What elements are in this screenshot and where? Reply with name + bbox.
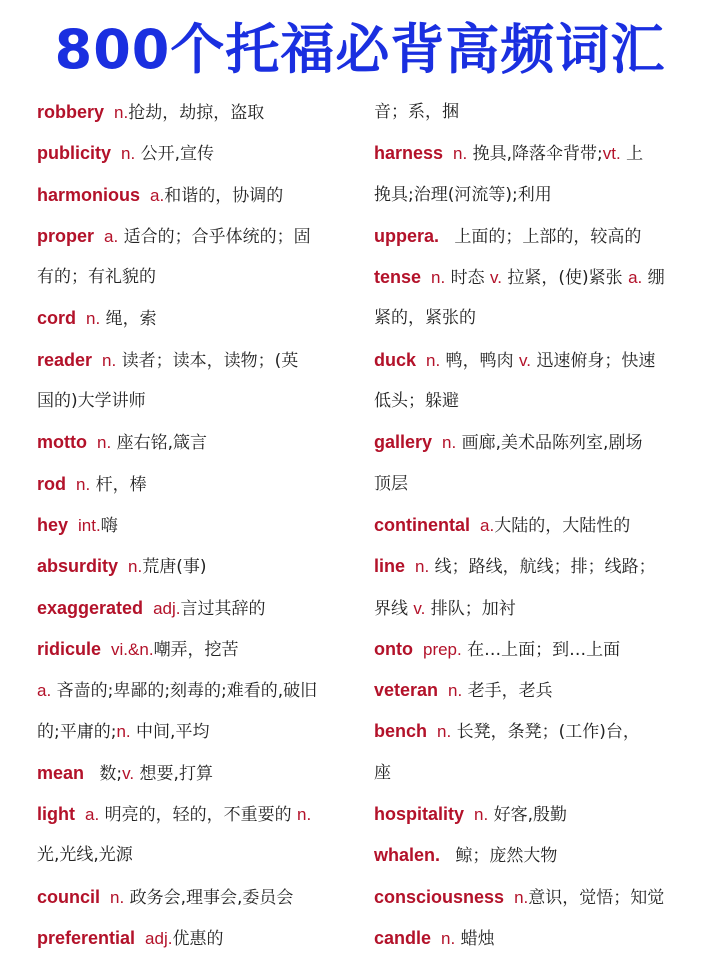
vocab-line [374,588,692,629]
definition: 拉紧，(使)紧张 [502,268,629,289]
vocab-word: robbery [37,102,105,122]
vocab-line [37,753,357,794]
vocab-line [37,92,357,133]
left-column [37,92,357,959]
part-of-speech: adj. [153,598,181,618]
vocab-line [374,918,692,959]
vocab-line [37,546,357,587]
page-title: 800个托福必背高频词汇 [54,17,666,81]
vocab-line [374,505,692,546]
vocab-line [37,670,357,711]
vocab-word: exaggerated [37,597,144,618]
definition: 公开,宣传 [135,144,215,165]
vocab-line [374,670,692,711]
vocab-word: harness [374,143,444,164]
vocab-word: onto [374,638,413,659]
vocab-line [37,505,357,546]
vocab-word: veteran [374,680,439,701]
definition: 绷 [642,268,665,289]
definition: 国的)大学讲师 [37,391,146,412]
definition: 挽具;治理(河流等);利用 [374,184,552,205]
part-of-speech: v. [490,268,502,288]
part-of-speech: v. [519,350,531,370]
definition: 大陆的，大陆性的 [494,515,631,536]
vocab-line [374,340,692,381]
vocab-word: motto [37,432,87,453]
vocab-word: bench [374,721,428,742]
vocab-line [374,381,692,422]
part-of-speech: a. [628,268,643,288]
vocab-line [374,175,692,216]
definition: 政务会,理事会,委员会 [124,887,294,908]
vocab-word: mean [37,762,85,783]
part-of-speech: n. [474,805,489,825]
part-of-speech: n. [441,928,456,948]
part-of-speech: n. [442,433,457,453]
part-of-speech: a. [480,515,495,535]
vocab-word: ridicule [37,638,102,659]
vocab-word: rod [37,473,66,494]
vocab-line [37,175,357,216]
part-of-speech: a. [85,805,100,825]
definition: 抢劫，劫掠，盗取 [128,103,265,123]
vocab-line [37,794,357,835]
definition: 明亮的，轻的，不重要的 [99,805,297,826]
definition: 排队；加衬 [425,598,516,619]
vocab-word: reader [37,349,93,370]
vocab-line [374,794,692,835]
vocab-word: line [374,556,406,577]
vocab-word: proper [37,225,95,246]
definition: 荒唐(事) [142,557,207,578]
vocab-line [37,877,357,918]
part-of-speech: n. [415,557,430,577]
part-of-speech: n. [114,103,129,122]
vocab-line [374,629,692,670]
part-of-speech: prep. [422,639,462,659]
definition: 吝啬的;卑鄙的;刻毒的;难看的,破旧 [51,681,318,702]
vocab-word: consciousness [374,886,505,907]
vocab-line [374,216,692,257]
vocab-word: absurdity [37,556,119,577]
vocab-line [37,133,357,174]
vocab-line [37,381,357,422]
part-of-speech: n. [426,350,441,370]
definition: 鸭，鸭肉 [440,350,520,371]
vocab-word: uppera. [374,225,440,246]
vocab-word: hospitality [374,804,465,825]
vocab-word: light [37,804,75,825]
part-of-speech: vi.&n. [111,639,154,659]
vocab-line [374,422,692,463]
part-of-speech: n. [128,557,143,577]
definition: 上面的；上部的，较高的 [449,226,642,247]
definition: 老手，老兵 [462,681,553,702]
definition: 蜡烛 [455,928,495,949]
definition: 的;平庸的; [37,722,117,743]
definition: 顶层 [374,473,408,494]
definition: 嗨 [100,515,118,536]
part-of-speech: n. [431,268,446,288]
vocab-line [37,340,357,381]
definition: 音；系，捆 [374,102,459,122]
definition: 迅速俯身；快速 [530,350,656,371]
definition: 上 [620,144,644,165]
vocab-word: gallery [374,432,433,453]
definition: 言过其辞的 [180,598,266,619]
vocab-line [37,257,357,298]
vocab-word: continental [374,514,471,535]
vocab-word: tense [374,267,422,288]
part-of-speech: a. [37,681,52,701]
vocab-line [374,92,692,133]
definition: 光,光线,光源 [37,845,133,866]
part-of-speech: int. [78,515,101,535]
vocab-line [37,629,357,670]
definition: 长凳，条凳；(工作)台， [451,722,640,743]
vocab-line [374,877,692,918]
right-column [374,92,692,959]
part-of-speech: n. [116,722,131,742]
definition: 好客,殷勤 [488,805,568,826]
vocab-line [37,918,357,959]
vocab-line [37,588,357,629]
vocab-word: preferential [37,927,136,948]
part-of-speech: n. [448,681,463,701]
definition: 和谐的，协调的 [164,185,284,206]
vocab-word: duck [374,349,417,370]
definition: 时态 [445,268,491,289]
definition: 绳，索 [100,309,157,330]
part-of-speech: n. [110,887,125,907]
part-of-speech: n. [437,722,452,742]
part-of-speech: n. [514,887,529,907]
definition: 有的；有礼貌的 [37,267,156,288]
part-of-speech: n. [453,144,468,164]
definition: 嘲弄，挖苦 [153,639,239,660]
definition: 数; [94,763,123,784]
vocab-word: publicity [37,143,112,164]
definition: 界线 [374,598,414,619]
vocab-line [37,298,357,339]
definition: 意识，觉悟；知觉 [528,887,665,908]
vocab-word: harmonious [37,184,141,205]
vocab-word: council [37,886,101,907]
part-of-speech: n. [76,474,91,494]
vocab-line [37,464,357,505]
vocab-word: hey [37,514,69,535]
part-of-speech: adj. [145,928,173,948]
part-of-speech: n. [121,144,136,164]
vocab-line [374,546,692,587]
definition: 在…上面；到…上面 [461,639,621,660]
part-of-speech: a. [104,226,119,246]
definition: 画廊,美术品陈列室,剧场 [456,433,643,454]
part-of-speech: v. [122,763,135,783]
vocab-word: cord [37,308,77,329]
definition: 鲸；庞然大物 [450,846,558,867]
definition: 优惠的 [172,928,224,949]
definition: 低头；躲避 [374,391,459,412]
vocab-line [37,422,357,463]
vocab-line [374,133,692,174]
part-of-speech: n. [102,350,117,370]
vocab-line [37,216,357,257]
part-of-speech: n. [297,805,312,825]
part-of-speech: vt. [602,144,621,164]
vocab-line [374,711,692,752]
vocab-line [37,711,357,752]
part-of-speech: a. [150,185,165,205]
definition: 适合的；合乎体统的；固 [118,226,311,247]
definition: 想要,打算 [134,763,213,784]
vocab-word: candle [374,927,432,948]
definition: 线；路线，航线；排；线路； [429,557,656,578]
part-of-speech: v. [413,598,426,618]
definition: 座右铭,箴言 [111,433,207,454]
definition: 座 [374,762,391,783]
definition: 中间,平均 [130,722,210,743]
vocab-line [37,835,357,876]
vocab-word: whalen. [374,845,441,866]
vocab-line [374,835,692,876]
definition: 读者；读本，读物；(英 [116,350,299,371]
vocab-line [374,464,692,505]
vocab-line [374,753,692,794]
definition: 紧的，紧张的 [374,308,476,329]
definition: 杆，棒 [90,474,147,495]
part-of-speech: n. [96,433,112,453]
vocab-line [374,257,692,298]
part-of-speech: n. [86,309,101,329]
definition: 挽具,降落伞背带; [467,144,603,165]
vocab-line [374,298,692,339]
